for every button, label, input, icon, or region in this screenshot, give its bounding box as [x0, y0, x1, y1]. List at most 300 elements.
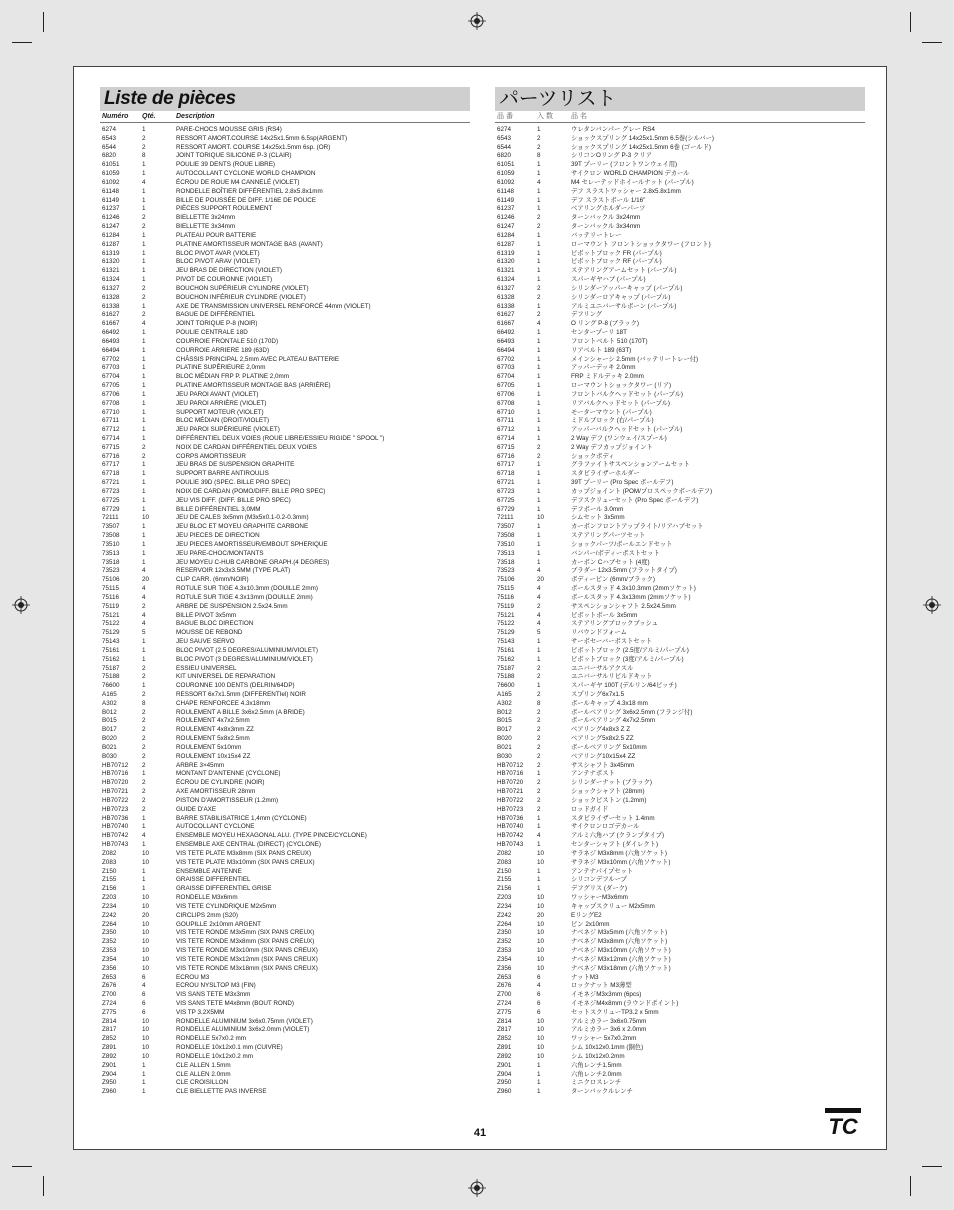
part-number: Z354: [497, 955, 512, 963]
part-description: シリンダーロアキャップ (パープル): [571, 293, 671, 301]
part-quantity: 1: [537, 196, 541, 204]
part-number: HB70740: [102, 823, 129, 831]
table-row: [100, 700, 470, 709]
part-number: 61092: [102, 178, 120, 186]
table-row: [100, 347, 470, 356]
part-number: 67711: [102, 417, 120, 425]
part-quantity: 10: [142, 514, 150, 522]
part-description: POULIE 39D (SPEC. BILLE PRO SPEC): [176, 479, 291, 487]
part-quantity: 1: [537, 302, 541, 310]
table-row: [495, 188, 865, 197]
table-row: [495, 594, 865, 603]
part-number: 75161: [102, 646, 120, 654]
part-number: 6543: [102, 134, 117, 142]
part-description: デフリング: [571, 311, 603, 319]
part-quantity: 1: [537, 434, 541, 442]
part-description: JEU PARE-CHOC/MONTANTS: [176, 549, 264, 557]
part-quantity: 6: [537, 999, 541, 1007]
part-quantity: 1: [537, 1079, 541, 1087]
column-header-description: 品 名: [571, 113, 587, 120]
part-quantity: 10: [142, 938, 150, 946]
part-description: ショックシャフト (28mm): [571, 788, 645, 796]
registration-mark-icon: [468, 12, 486, 30]
part-number: 67704: [102, 373, 120, 381]
part-quantity: 1: [142, 470, 146, 478]
part-description: BLOC MÉDIAN FRP P. PLATINE 2,0mm: [176, 373, 290, 381]
part-description: ÉCROU DE ROUE M4 CANNELÉ (VIOLET): [176, 178, 300, 186]
part-description: JEU PIECES DE DIRECTION: [176, 532, 260, 540]
column-header-description: Description: [176, 113, 215, 120]
part-description: RONDELLE M3x6mm: [176, 894, 238, 902]
part-number: 67723: [102, 487, 120, 495]
part-number: 67708: [102, 399, 120, 407]
part-number: 73523: [102, 567, 120, 575]
table-row: [495, 938, 865, 947]
part-number: Z775: [497, 1008, 512, 1016]
part-number: 75162: [497, 655, 515, 663]
part-number: 61051: [102, 161, 120, 169]
table-row: [495, 762, 865, 771]
part-quantity: 2: [142, 691, 146, 698]
part-quantity: 1: [537, 505, 541, 513]
part-number: 73518: [497, 558, 515, 566]
part-description: ピボットブロック (3度/アルミ/パープル): [571, 655, 684, 663]
part-number: 75187: [102, 664, 120, 672]
part-quantity: 20: [142, 576, 150, 584]
table-row: [495, 559, 865, 568]
part-number: HB70722: [497, 796, 524, 804]
table-header: [495, 111, 865, 123]
table-row: [100, 170, 470, 179]
part-description: デフ スラストワッシャー 2.8x5.8x1mm: [571, 187, 681, 195]
table-row: [495, 479, 865, 488]
part-description: 39T プーリー (フロントワンウェイ用): [571, 161, 678, 169]
table-row: [100, 435, 470, 444]
part-description: ウレタンバンパー グレー RS4: [571, 126, 655, 133]
part-description: GRAISSE DIFFERENTIEL: [176, 876, 251, 884]
part-description: ナベネジ M3x12mm (六角ソケット): [571, 955, 671, 963]
part-description: ENSEMBLE MOYEU HEXAGONAL ALU. (TYPE PINCE/CYCLONE): [176, 832, 367, 840]
part-quantity: 6: [142, 1008, 146, 1016]
part-description: 2 Way デフ (ワンウェイ/スプール): [571, 434, 667, 442]
part-quantity: 8: [142, 699, 146, 707]
part-quantity: 6: [537, 991, 541, 999]
part-quantity: 2: [142, 805, 146, 813]
part-description: サイクロン WORLD CHAMPION デカール: [571, 170, 690, 178]
part-quantity: 2: [142, 214, 146, 222]
table-row: [495, 876, 865, 885]
table-row: [100, 532, 470, 541]
part-number: Z156: [102, 885, 117, 893]
part-quantity: 2: [142, 761, 146, 769]
part-number: 73510: [497, 540, 515, 548]
part-description: VIS SANS TETE M4x8mm (BOUT ROND): [176, 999, 295, 1007]
part-description: PISTON D'AMORTISSEUR (1.2mm): [176, 796, 279, 804]
part-description: CHAPE RENFORCEE 4.3x18mm: [176, 699, 271, 707]
table-row: [495, 214, 865, 223]
part-quantity: 2: [142, 743, 146, 751]
table-row: [100, 1062, 470, 1071]
table-row: [100, 267, 470, 276]
table-row: [495, 126, 865, 135]
part-number: Z904: [497, 1070, 512, 1078]
part-description: シムセット 3x5mm: [571, 514, 625, 522]
part-quantity: 1: [142, 646, 146, 654]
part-quantity: 20: [537, 576, 545, 584]
part-number: 75115: [497, 585, 515, 593]
table-row: [100, 770, 470, 779]
part-description: 39T プーリー (Pro Spec ボールデフ): [571, 479, 674, 487]
part-number: 61667: [497, 320, 515, 328]
part-number: 67717: [102, 461, 120, 469]
table-row: [100, 859, 470, 868]
part-number: 61327: [497, 284, 515, 292]
table-row: [495, 391, 865, 400]
table-row: [100, 665, 470, 674]
part-description: 六角レンチ1.5mm: [571, 1061, 622, 1069]
part-description: AUTOCOLLANT CYCLONE: [176, 823, 255, 831]
table-row: [100, 762, 470, 771]
table-row: [495, 373, 865, 382]
part-number: 67714: [497, 434, 515, 442]
part-quantity: 2: [537, 664, 541, 672]
table-row: [100, 205, 470, 214]
part-quantity: 1: [142, 638, 146, 646]
table-row: [100, 214, 470, 223]
part-quantity: 1: [537, 814, 541, 822]
table-row: [495, 205, 865, 214]
table-row: [100, 788, 470, 797]
part-number: 61284: [497, 231, 515, 239]
part-number: 66493: [497, 337, 515, 345]
part-description: アッパーデッキ 2.0mm: [571, 364, 636, 372]
part-quantity: 10: [537, 894, 545, 902]
part-description: スタビライザーホルダー: [571, 470, 640, 478]
table-row: [100, 523, 470, 532]
table-row: [100, 453, 470, 462]
part-quantity: 2: [142, 602, 146, 610]
part-number: 75129: [102, 629, 120, 637]
part-description: ENSEMBLE ANTENNE: [176, 867, 242, 875]
part-description: ショックスプリング 14x25x1.5mm 6.5巻(シルバー): [571, 134, 714, 142]
part-description: スタビライザーセット 1.4mm: [571, 814, 655, 822]
part-number: 67702: [497, 355, 515, 363]
part-description: リアベルト 189 (63T): [571, 346, 632, 354]
part-description: BILLE PIVOT 3x5mm: [176, 611, 237, 619]
part-quantity: 1: [142, 682, 146, 690]
part-quantity: 10: [142, 858, 150, 866]
part-number: 61051: [497, 161, 515, 169]
part-description: JEU SAUVE SERVO: [176, 638, 235, 646]
part-number: Z676: [497, 982, 512, 990]
part-number: 6274: [497, 126, 512, 133]
table-row: [495, 161, 865, 170]
part-description: SUPPORT MOTEUR (VIOLET): [176, 408, 264, 416]
part-description: ターンバックルレンチ: [571, 1088, 633, 1096]
table-row: [100, 1044, 470, 1053]
part-description: JEU PAROI AVANT (VIOLET): [176, 390, 259, 398]
part-quantity: 10: [537, 1044, 545, 1052]
part-description: ローマウント フロントショックタワー (フロント): [571, 240, 711, 248]
part-number: Z901: [497, 1061, 512, 1069]
part-description: PLATINE AMORTISSEUR MONTAGE BAS (AVANT): [176, 240, 323, 248]
part-number: 73507: [102, 523, 120, 531]
part-description: ベアリング4x8x3 Z Z: [571, 726, 631, 734]
table-row: [100, 1026, 470, 1035]
part-number: Z203: [497, 894, 512, 902]
part-number: Z354: [102, 955, 117, 963]
part-description: O リング P-8 (ブラック): [571, 320, 639, 328]
part-number: B015: [497, 717, 512, 725]
part-number: 67715: [102, 443, 120, 451]
registration-mark-icon: [12, 596, 30, 614]
part-quantity: 2: [142, 717, 146, 725]
part-description: サラネジ M3x8mm (六角ソケット): [571, 849, 667, 857]
part-description: ミニクロスレンチ: [571, 1079, 622, 1087]
part-number: 61246: [102, 214, 120, 222]
part-number: 75162: [102, 655, 120, 663]
part-description: GUIDE D'AXE: [176, 805, 217, 813]
table-row: [495, 347, 865, 356]
table-row: [100, 929, 470, 938]
registration-mark-icon: [923, 596, 941, 614]
table-row: [495, 1071, 865, 1080]
part-number: B015: [102, 717, 117, 725]
part-description: カップジョイント (POM/プロスペックボールデフ): [571, 487, 713, 495]
part-number: 61338: [497, 302, 515, 310]
part-quantity: 1: [142, 487, 146, 495]
part-description: 2 Way デフカップジョイント: [571, 443, 653, 451]
table-row: [495, 1035, 865, 1044]
part-description: RONDELLE ALUMINIUM 3x6x0.75mm (VIOLET): [176, 1017, 313, 1025]
part-quantity: 8: [537, 699, 541, 707]
part-quantity: 4: [142, 593, 146, 601]
japanese-parts-list: [495, 87, 865, 1097]
part-description: BAGUE BLOC DIRECTION: [176, 620, 254, 628]
table-row: [100, 514, 470, 523]
part-number: 75188: [102, 673, 120, 681]
part-quantity: 1: [142, 549, 146, 557]
table-row: [100, 673, 470, 682]
part-description: ロッドガイド: [571, 805, 609, 813]
part-quantity: 1: [537, 523, 541, 531]
part-quantity: 1: [142, 346, 146, 354]
part-quantity: 1: [142, 814, 146, 822]
part-description: JEU BRAS DE DIRECTION (VIOLET): [176, 267, 283, 275]
part-description: EリングE2: [571, 911, 602, 919]
part-number: HB70712: [497, 761, 524, 769]
part-number: 67721: [497, 479, 515, 487]
part-number: 6820: [102, 152, 117, 160]
part-description: AUTOCOLLANT CYCLONE WORLD CHAMPION: [176, 170, 316, 178]
table-row: [100, 329, 470, 338]
part-description: ショックスプリング 14x25x1.5mm 6巻 (ゴールド): [571, 143, 711, 151]
part-description: ボールキャップ 4.3x18 mm: [571, 699, 648, 707]
part-quantity: 6: [142, 991, 146, 999]
part-description: COURROIE FRONTALE 510 (170D): [176, 337, 279, 345]
part-number: 61324: [102, 276, 120, 284]
part-description: NOIX DE CARDAN (POMO/DIFF. BILLE PRO SPEC): [176, 487, 326, 495]
part-quantity: 10: [142, 849, 150, 857]
part-quantity: 1: [142, 329, 146, 337]
part-description: JEU MOYEU C-HUB CARBONE GRAPH.(4 DEGRES): [176, 558, 330, 566]
part-number: 67725: [497, 496, 515, 504]
part-quantity: 10: [537, 947, 545, 955]
table-row: [495, 338, 865, 347]
part-number: 61059: [497, 170, 515, 178]
page-number: 41: [473, 1127, 487, 1139]
part-number: 67729: [102, 505, 120, 513]
part-number: Z083: [497, 858, 512, 866]
part-description: BIELLETTE 3x24mm: [176, 214, 236, 222]
part-description: イモネジM3x3mm (6pcs): [571, 991, 642, 999]
brand-logo: [824, 1107, 862, 1137]
part-number: 67710: [102, 408, 120, 416]
part-quantity: 2: [537, 443, 541, 451]
part-quantity: 2: [537, 452, 541, 460]
part-number: 67705: [102, 382, 120, 390]
part-description: スプリング6x7x1.5: [571, 691, 625, 698]
part-number: 76600: [497, 682, 515, 690]
table-row: [100, 974, 470, 983]
part-description: ROULEMENT 10x15x4 ZZ: [176, 752, 251, 760]
part-quantity: 1: [142, 1088, 146, 1096]
table-row: [495, 665, 865, 674]
part-number: Z653: [497, 973, 512, 981]
part-quantity: 1: [537, 496, 541, 504]
part-description: サーボセーバーポストセット: [571, 638, 653, 646]
part-number: 75143: [497, 638, 515, 646]
table-row: [495, 1026, 865, 1035]
part-description: RESSORT 6x7x1.5mm (DIFFERENTIel) NOIR: [176, 691, 306, 698]
part-quantity: 2: [537, 602, 541, 610]
table-row: [495, 506, 865, 515]
part-description: BLOC PIVOT (2.5 DEGRES/ALUMINIUM/VIOLET): [176, 646, 318, 654]
part-quantity: 5: [142, 629, 146, 637]
part-quantity: 1: [537, 646, 541, 654]
part-quantity: 1: [537, 205, 541, 213]
part-description: ミドルブロック (右/パープル): [571, 417, 654, 425]
part-quantity: 1: [537, 170, 541, 178]
part-number: 61059: [102, 170, 120, 178]
part-number: 76600: [102, 682, 120, 690]
part-number: 67718: [497, 470, 515, 478]
table-row: [100, 320, 470, 329]
part-quantity: 10: [142, 1052, 150, 1060]
part-description: CHÂSSIS PRINCIPAL 2,5mm AVEC PLATEAU BATTERIE: [176, 355, 340, 363]
part-quantity: 1: [537, 390, 541, 398]
table-row: [100, 338, 470, 347]
part-description: バッテリートレー: [571, 231, 622, 239]
table-row: [100, 1035, 470, 1044]
part-quantity: 2: [537, 752, 541, 760]
part-quantity: 1: [537, 770, 541, 778]
table-row: [100, 506, 470, 515]
part-quantity: 10: [537, 964, 545, 972]
part-quantity: 2: [537, 805, 541, 813]
part-number: 61247: [497, 223, 515, 231]
table-row: [100, 1079, 470, 1088]
table-header: [100, 111, 470, 123]
table-row: [100, 965, 470, 974]
part-number: 66493: [102, 337, 120, 345]
part-number: 72111: [102, 514, 119, 522]
table-row: [100, 559, 470, 568]
part-number: 61319: [497, 249, 515, 257]
part-number: HB70720: [497, 779, 524, 787]
table-row: [495, 709, 865, 718]
part-number: 61246: [497, 214, 515, 222]
part-description: KIT UNIVERSEL DE REPARATION: [176, 673, 276, 681]
part-description: リアバルクヘッドセット (パープル): [571, 399, 671, 407]
part-number: HB70716: [497, 770, 524, 778]
part-number: 61321: [102, 267, 120, 275]
part-description: PLATINE SUPÉRIEURE 2,0mm: [176, 364, 266, 372]
part-description: キャップスクリュー M2x5mm: [571, 902, 655, 910]
part-quantity: 1: [142, 205, 146, 213]
table-row: [100, 1088, 470, 1097]
part-quantity: 2: [142, 664, 146, 672]
part-description: シリンダーナット (ブラック): [571, 779, 653, 787]
part-description: バンパー/ボディーポストセット: [571, 549, 660, 557]
svg-text:TC: TC: [828, 1114, 858, 1137]
table-row: [100, 161, 470, 170]
part-quantity: 1: [537, 161, 541, 169]
part-quantity: 10: [142, 1044, 150, 1052]
table-row: [495, 823, 865, 832]
part-description: AXE AMORTISSEUR 28mm: [176, 788, 256, 796]
table-row: [495, 356, 865, 365]
part-quantity: 6: [537, 973, 541, 981]
part-quantity: 1: [142, 434, 146, 442]
part-description: JEU PAROI SUPÉRIEURE (VIOLET): [176, 426, 280, 434]
part-description: フロントバルクヘッドセット (パープル): [571, 390, 683, 398]
part-quantity: 1: [142, 170, 146, 178]
part-number: Z150: [102, 867, 117, 875]
part-number: 75106: [497, 576, 515, 584]
part-description: ステアリングブロックブッシュ: [571, 620, 658, 628]
part-quantity: 1: [142, 126, 146, 133]
table-row: [100, 417, 470, 426]
part-description: ベアリング10x15x4 ZZ: [571, 752, 636, 760]
part-quantity: 1: [142, 885, 146, 893]
part-quantity: 10: [537, 902, 545, 910]
part-number: Z356: [102, 964, 117, 972]
part-description: VIS TETE PLATE M3x8mm (SIX PANS CREUX): [176, 849, 312, 857]
part-quantity: 2: [537, 214, 541, 222]
part-description: ボールベアリング 3x6x2.5mm (フランジ付): [571, 708, 693, 716]
part-description: CLE ALLEN 1.5mm: [176, 1061, 231, 1069]
part-quantity: 1: [537, 426, 541, 434]
table-row: [100, 797, 470, 806]
table-row: [100, 982, 470, 991]
table-row: [495, 223, 865, 232]
part-description: BLOC MÉDIAN (DROIT/VIOLET): [176, 417, 270, 425]
part-number: Z242: [102, 911, 117, 919]
table-row: [100, 144, 470, 153]
table-row: [495, 329, 865, 338]
part-quantity: 4: [537, 567, 541, 575]
part-number: 75129: [497, 629, 515, 637]
part-number: HB70740: [497, 823, 524, 831]
part-description: ROULEMENT 4x8x3mm ZZ: [176, 726, 254, 734]
part-description: BARRE STABILISATRICE 1,4mm (CYCLONE): [176, 814, 307, 822]
part-description: VIS TETE CYLINDRIQUE M2x5mm: [176, 902, 277, 910]
part-number: 73518: [102, 558, 120, 566]
part-quantity: 5: [537, 629, 541, 637]
part-number: 73523: [497, 567, 515, 575]
table-row: [100, 726, 470, 735]
